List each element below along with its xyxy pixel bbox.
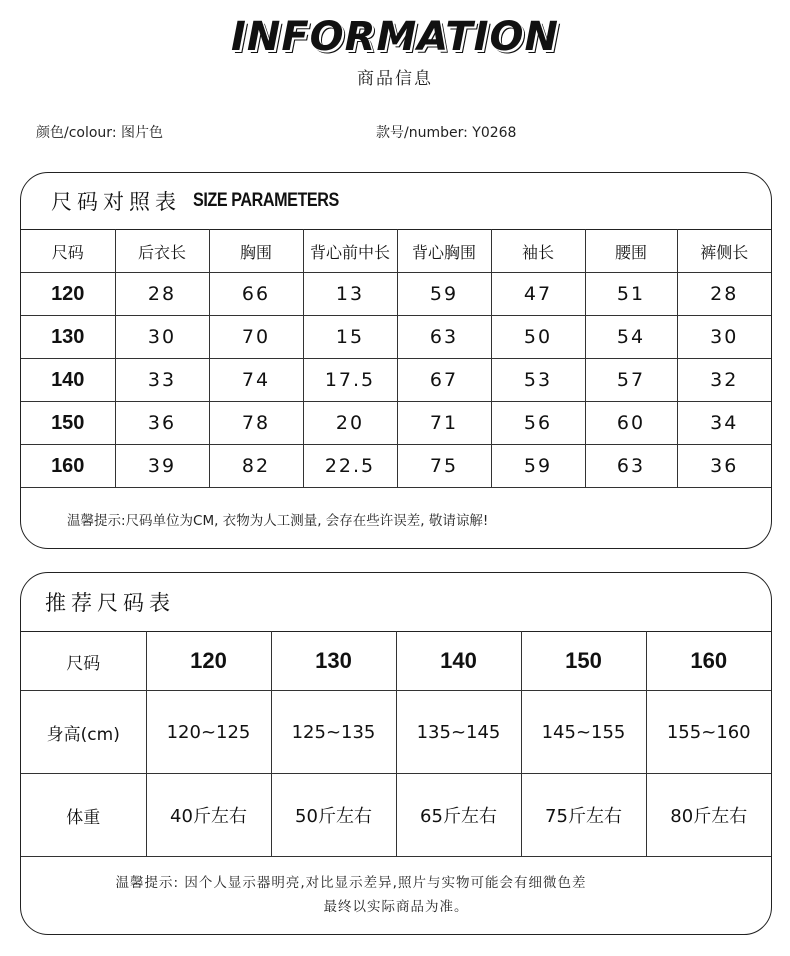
weight-cell: 80斤左右 [646, 774, 771, 857]
table-header-row [21, 230, 771, 273]
size-cell: 160 [21, 445, 115, 488]
recommend-table-title: 推荐尺码表 [45, 591, 175, 615]
size-table-heading [21, 173, 771, 229]
size-cell: 120 [21, 273, 115, 316]
table-cell: 28 [115, 273, 209, 316]
recommend-size-table [21, 631, 771, 857]
table-cell: 30 [677, 316, 771, 359]
table-cell: 51 [585, 273, 677, 316]
table-cell: 63 [585, 445, 677, 488]
size-table-title-en: SIZE PARAMETERS [193, 190, 339, 211]
column-header: 袖长 [491, 230, 585, 273]
column-header: 腰围 [585, 230, 677, 273]
column-header: 背心前中长 [303, 230, 397, 273]
size-cell: 160 [646, 632, 771, 691]
table-cell: 33 [115, 359, 209, 402]
table-cell: 34 [677, 402, 771, 445]
table-cell: 71 [397, 402, 491, 445]
number-value: Y0268 [472, 125, 517, 141]
table-cell: 39 [115, 445, 209, 488]
table-cell: 20 [303, 402, 397, 445]
table-cell: 28 [677, 273, 771, 316]
table-cell: 47 [491, 273, 585, 316]
height-cell: 120~125 [146, 691, 271, 774]
size-row-label: 尺码 [21, 632, 146, 691]
column-header: 裤侧长 [677, 230, 771, 273]
table-cell: 54 [585, 316, 677, 359]
column-header: 尺码 [21, 230, 115, 273]
size-cell: 150 [521, 632, 646, 691]
colour-value: 图片色 [121, 125, 163, 141]
table-cell: 22.5 [303, 445, 397, 488]
number-info [376, 122, 516, 142]
weight-cell: 75斤左右 [521, 774, 646, 857]
size-parameters-table [21, 229, 771, 488]
weight-cell: 50斤左右 [271, 774, 396, 857]
table-cell: 32 [677, 359, 771, 402]
recommend-size-panel [20, 572, 772, 935]
colour-info [36, 122, 163, 142]
table-cell: 67 [397, 359, 491, 402]
table-cell: 70 [209, 316, 303, 359]
table-row [21, 445, 771, 488]
table-cell: 30 [115, 316, 209, 359]
table-cell: 50 [491, 316, 585, 359]
height-cell: 135~145 [396, 691, 521, 774]
size-cell: 150 [21, 402, 115, 445]
colour-label: 颜色/colour: [36, 125, 117, 141]
table-cell: 59 [397, 273, 491, 316]
table-cell: 53 [491, 359, 585, 402]
height-row-label: 身高(cm) [21, 691, 146, 774]
size-cell: 140 [396, 632, 521, 691]
size-cell: 120 [146, 632, 271, 691]
table-cell: 17.5 [303, 359, 397, 402]
table-cell: 60 [585, 402, 677, 445]
table-row [21, 691, 771, 774]
table-cell: 75 [397, 445, 491, 488]
column-header: 胸围 [209, 230, 303, 273]
table-cell: 13 [303, 273, 397, 316]
size-cell: 130 [21, 316, 115, 359]
recommend-table-heading [21, 573, 771, 631]
table-cell: 82 [209, 445, 303, 488]
height-cell: 125~135 [271, 691, 396, 774]
size-table-title-cn: 尺码对照表 [51, 190, 181, 214]
table-cell: 57 [585, 359, 677, 402]
table-row [21, 273, 771, 316]
table-row [21, 774, 771, 857]
note-line-1: 温馨提示: 因个人显示器明亮,对比显示差异,照片与实物可能会有细微色差 [115, 875, 587, 891]
weight-cell: 40斤左右 [146, 774, 271, 857]
size-parameters-panel [20, 172, 772, 549]
table-cell: 63 [397, 316, 491, 359]
column-header: 后衣长 [115, 230, 209, 273]
page-title: INFORMATION [230, 14, 560, 60]
measurement-note: 温馨提示:尺码单位为CM, 衣物为人工测量, 会存在些许误差, 敬请谅解! [67, 513, 489, 529]
display-difference-note [21, 871, 771, 919]
table-cell: 56 [491, 402, 585, 445]
weight-cell: 65斤左右 [396, 774, 521, 857]
size-cell: 130 [271, 632, 396, 691]
height-cell: 145~155 [521, 691, 646, 774]
table-cell: 78 [209, 402, 303, 445]
table-row [21, 632, 771, 691]
table-cell: 36 [677, 445, 771, 488]
page-subtitle: 商品信息 [357, 69, 433, 89]
table-row [21, 316, 771, 359]
column-header: 背心胸围 [397, 230, 491, 273]
table-cell: 66 [209, 273, 303, 316]
number-label: 款号/number: [376, 125, 468, 141]
table-row [21, 402, 771, 445]
table-cell: 15 [303, 316, 397, 359]
note-line-2: 最终以实际商品为准。 [323, 899, 469, 915]
height-cell: 155~160 [646, 691, 771, 774]
weight-row-label: 体重 [21, 774, 146, 857]
table-cell: 59 [491, 445, 585, 488]
table-cell: 74 [209, 359, 303, 402]
table-cell: 36 [115, 402, 209, 445]
table-row [21, 359, 771, 402]
size-cell: 140 [21, 359, 115, 402]
